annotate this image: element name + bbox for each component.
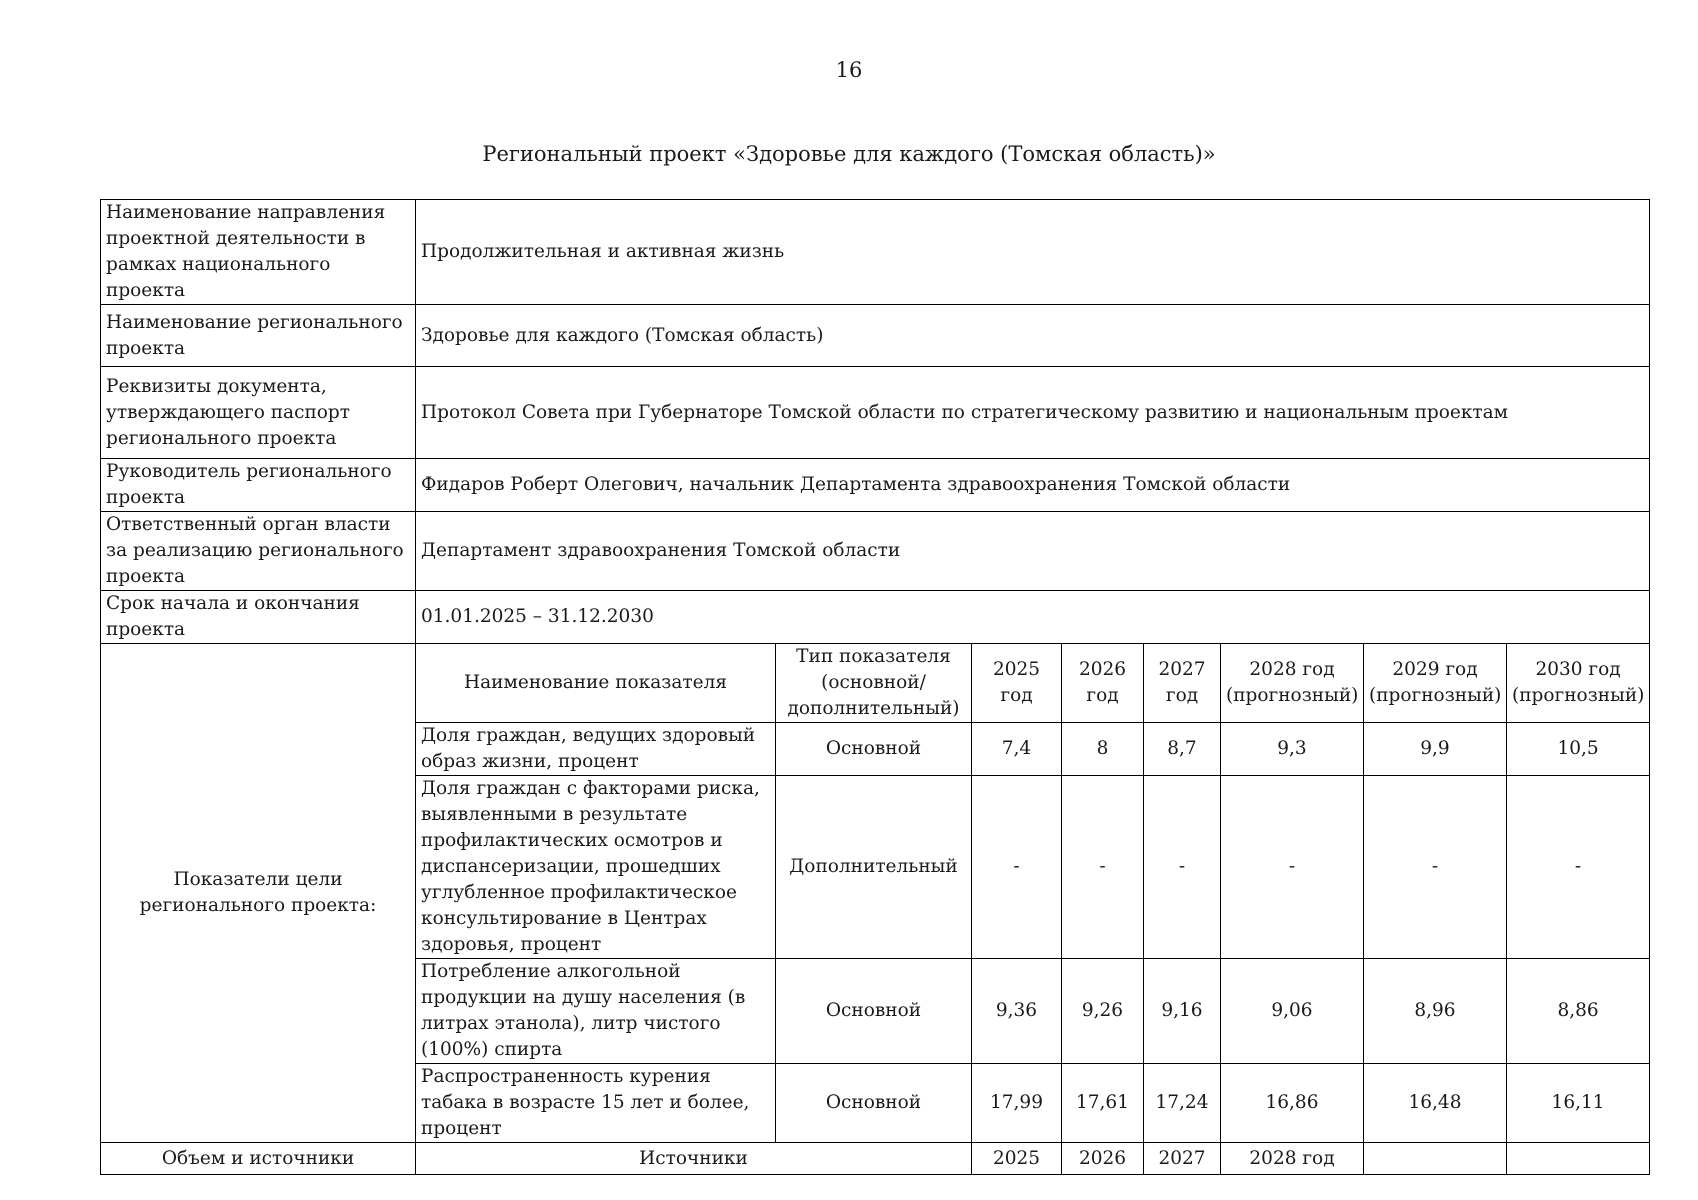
funding-2025: 2025: [972, 1143, 1062, 1175]
passport-row-direction: [101, 200, 1650, 305]
funding-2030: [1507, 1143, 1650, 1175]
row-value: Здоровье для каждого (Томская область): [416, 305, 1650, 367]
page-number: 16: [835, 58, 863, 82]
value-2027: 9,16: [1144, 959, 1221, 1064]
row-value: Продолжительная и активная жизнь: [416, 200, 1650, 305]
value-2027: -: [1144, 776, 1221, 959]
funding-2026: 2026: [1062, 1143, 1144, 1175]
value-2025: -: [972, 776, 1062, 959]
value-2029: 16,48: [1364, 1064, 1507, 1143]
value-2030: -: [1507, 776, 1650, 959]
row-label: Ответственный орган власти за реализацию регионального проекта: [101, 512, 416, 591]
row-label: Срок начала и окончания проекта: [101, 591, 416, 644]
value-2026: -: [1062, 776, 1144, 959]
value-2026: 8: [1062, 723, 1144, 776]
project-passport-table: [100, 199, 1650, 1175]
value-2025: 7,4: [972, 723, 1062, 776]
row-value: Департамент здравоохранения Томской области: [416, 512, 1650, 591]
passport-row-document: [101, 367, 1650, 459]
value-2025: 9,36: [972, 959, 1062, 1064]
value-2028: 16,86: [1221, 1064, 1364, 1143]
header-indicator-name: Наименование показателя: [416, 644, 776, 723]
header-2030: 2030 год (прогнозный): [1507, 644, 1650, 723]
row-label: Наименование направления проектной деятельности в рамках национального проекта: [101, 200, 416, 305]
indicator-name: Доля граждан с факторами риска, выявленными в результате профилактических осмотров и диспансеризации, прошедших углубленное профилактическое консультирование в Центрах здоровья, процент: [416, 776, 776, 959]
value-2030: 10,5: [1507, 723, 1650, 776]
row-value: 01.01.2025 – 31.12.2030: [416, 591, 1650, 644]
row-value: Протокол Совета при Губернаторе Томской области по стратегическому развитию и национальным проектам: [416, 367, 1650, 459]
indicator-name: Распространенность курения табака в возрасте 15 лет и более, процент: [416, 1064, 776, 1143]
value-2026: 9,26: [1062, 959, 1144, 1064]
header-indicator-type: Тип показателя (основной/ дополнительный): [776, 644, 972, 723]
funding-2029: [1364, 1143, 1507, 1175]
passport-row-head: [101, 459, 1650, 512]
passport-row-project-name: [101, 305, 1650, 367]
funding-header-row: [101, 1143, 1650, 1175]
value-2027: 17,24: [1144, 1064, 1221, 1143]
funding-sources-header: Источники: [416, 1143, 972, 1175]
row-value: Фидаров Роберт Олегович, начальник Департамента здравоохранения Томской области: [416, 459, 1650, 512]
row-label: Руководитель регионального проекта: [101, 459, 416, 512]
row-label: Реквизиты документа, утверждающего паспорт регионального проекта: [101, 367, 416, 459]
value-2026: 17,61: [1062, 1064, 1144, 1143]
document-title: Региональный проект «Здоровье для каждого (Томская область)»: [482, 142, 1216, 166]
indicators-header-row: [101, 644, 1650, 723]
value-2029: -: [1364, 776, 1507, 959]
indicator-name: Доля граждан, ведущих здоровый образ жизни, процент: [416, 723, 776, 776]
indicator-type: Основной: [776, 1064, 972, 1143]
funding-2028: 2028 год: [1221, 1143, 1364, 1175]
value-2030: 16,11: [1507, 1064, 1650, 1143]
header-2029: 2029 год (прогнозный): [1364, 644, 1507, 723]
row-label: Наименование регионального проекта: [101, 305, 416, 367]
header-2027: 2027 год: [1144, 644, 1221, 723]
indicator-type: Основной: [776, 959, 972, 1064]
value-2028: -: [1221, 776, 1364, 959]
funding-2027: 2027: [1144, 1143, 1221, 1175]
value-2030: 8,86: [1507, 959, 1650, 1064]
value-2029: 8,96: [1364, 959, 1507, 1064]
header-2028: 2028 год (прогнозный): [1221, 644, 1364, 723]
header-2026: 2026 год: [1062, 644, 1144, 723]
funding-label: Объем и источники: [101, 1143, 416, 1175]
value-2028: 9,06: [1221, 959, 1364, 1064]
indicator-type: Основной: [776, 723, 972, 776]
value-2029: 9,9: [1364, 723, 1507, 776]
passport-row-period: [101, 591, 1650, 644]
value-2027: 8,7: [1144, 723, 1221, 776]
passport-row-responsible-body: [101, 512, 1650, 591]
value-2025: 17,99: [972, 1064, 1062, 1143]
value-2028: 9,3: [1221, 723, 1364, 776]
indicator-name: Потребление алкогольной продукции на душу населения (в литрах этанола), литр чистого (100%) спирта: [416, 959, 776, 1064]
header-2025: 2025 год: [972, 644, 1062, 723]
indicators-section-label: Показатели цели регионального проекта:: [101, 644, 416, 1143]
indicator-type: Дополнительный: [776, 776, 972, 959]
